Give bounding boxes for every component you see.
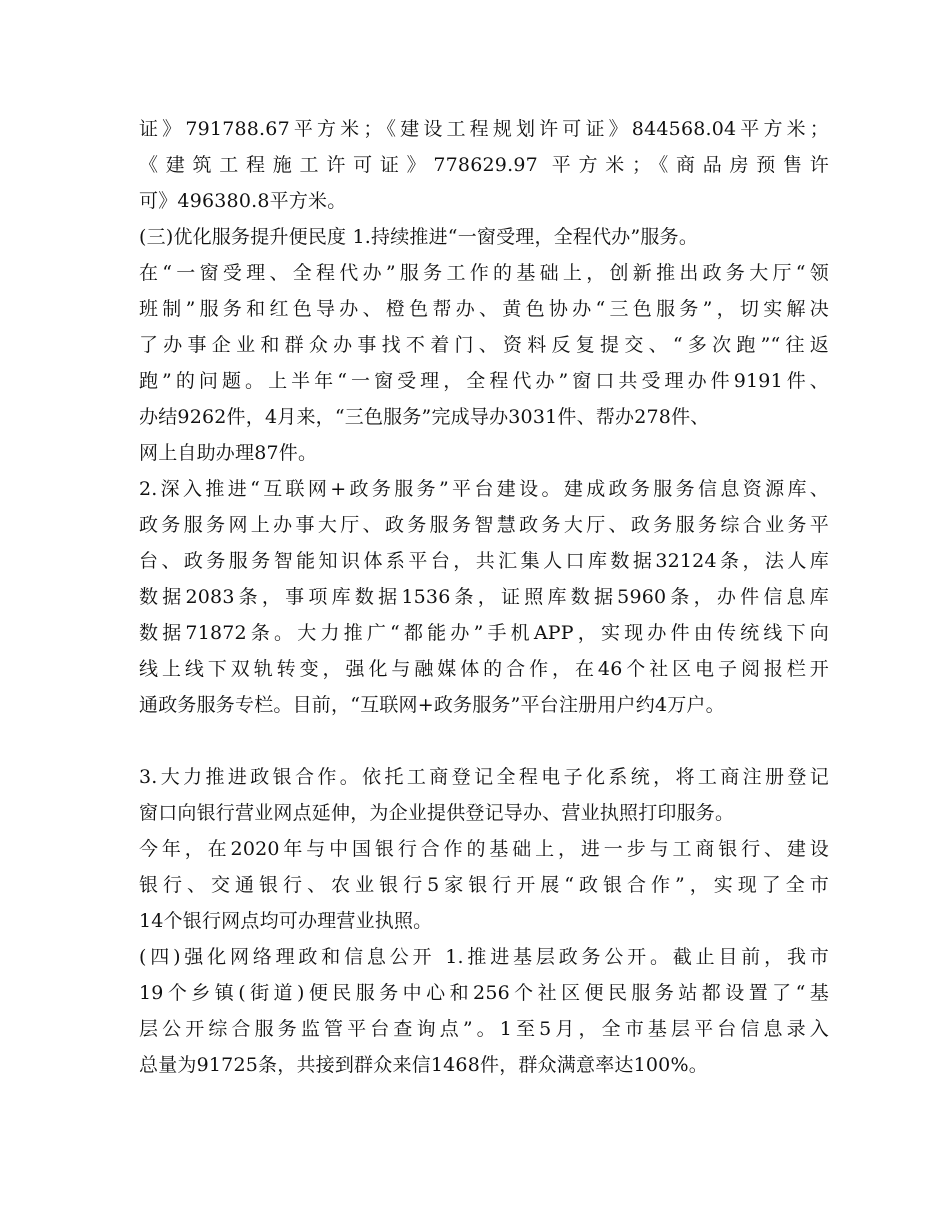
section-heading-line: (四)强化网络理政和信息公开 1.推进基层政务公开。截止目前，我市	[139, 946, 829, 968]
text-line: 政务服务网上办事大厅、政务服务智慧政务大厅、政务服务综合业务平	[139, 514, 829, 536]
text-line: 可》496380.8平方米。	[139, 190, 347, 212]
text-line: 通政务服务专栏。目前，“互联网+政务服务”平台注册用户约4万户。	[139, 694, 725, 716]
text-line: 了办事企业和群众办事找不着门、资料反复提交、“多次跑”“往返	[139, 334, 829, 356]
text-line: 19个乡镇(街道)便民服务中心和256个社区便民服务站都设置了“基	[139, 982, 829, 1004]
text-line: 《建筑工程施工许可证》778629.97 平方米；《商品房预售许	[139, 154, 829, 176]
text-line: 2.深入推进“互联网+政务服务”平台建设。建成政务服务信息资源库、	[139, 478, 829, 500]
section-heading-line: (三)优化服务提升便民度 1.持续推进“一窗受理，全程代办”服务。	[139, 226, 699, 248]
text-line: 在“一窗受理、全程代办”服务工作的基础上，创新推出政务大厅“领	[139, 262, 829, 284]
text-line: 3.大力推进政银合作。依托工商登记全程电子化系统，将工商注册登记	[139, 766, 829, 788]
text-line: 今年，在2020年与中国银行合作的基础上，进一步与工商银行、建设	[139, 838, 829, 860]
text-line: 数据2083条，事项库数据1536条，证照库数据5960条，办件信息库	[139, 586, 829, 608]
text-line: 办结9262件，4月来，“三色服务”完成导办3031件、帮办278件、	[139, 406, 710, 428]
text-line: 窗口向银行营业网点延伸，为企业提供登记导办、营业执照打印服务。	[139, 802, 735, 824]
text-line: 线上线下双轨转变，强化与融媒体的合作，在46个社区电子阅报栏开	[139, 658, 829, 680]
text-line: 14个银行网点均可办理营业执照。	[139, 910, 433, 932]
text-line: 班制”服务和红色导办、橙色帮办、黄色协办“三色服务”，切实解决	[139, 298, 829, 320]
text-line: 跑”的问题。上半年“一窗受理，全程代办”窗口共受理办件9191件、	[139, 370, 829, 392]
text-line: 层公开综合服务监管平台查询点”。1至5月，全市基层平台信息录入	[139, 1018, 829, 1040]
text-line: 银行、交通银行、农业银行5家银行开展“政银合作”，实现了全市	[139, 874, 829, 896]
text-line: 数据71872条。大力推广“都能办”手机APP，实现办件由传统线下向	[139, 622, 829, 644]
text-line: 网上自助办理87件。	[139, 442, 318, 464]
text-line: 台、政务服务智能知识体系平台，共汇集人口库数据32124条，法人库	[139, 550, 829, 572]
text-line: 总量为91725条，共接到群众来信1468件，群众满意率达100%。	[139, 1054, 708, 1076]
text-line: 证》791788.67平方米；《建设工程规划许可证》844568.04平方米；	[139, 118, 829, 140]
